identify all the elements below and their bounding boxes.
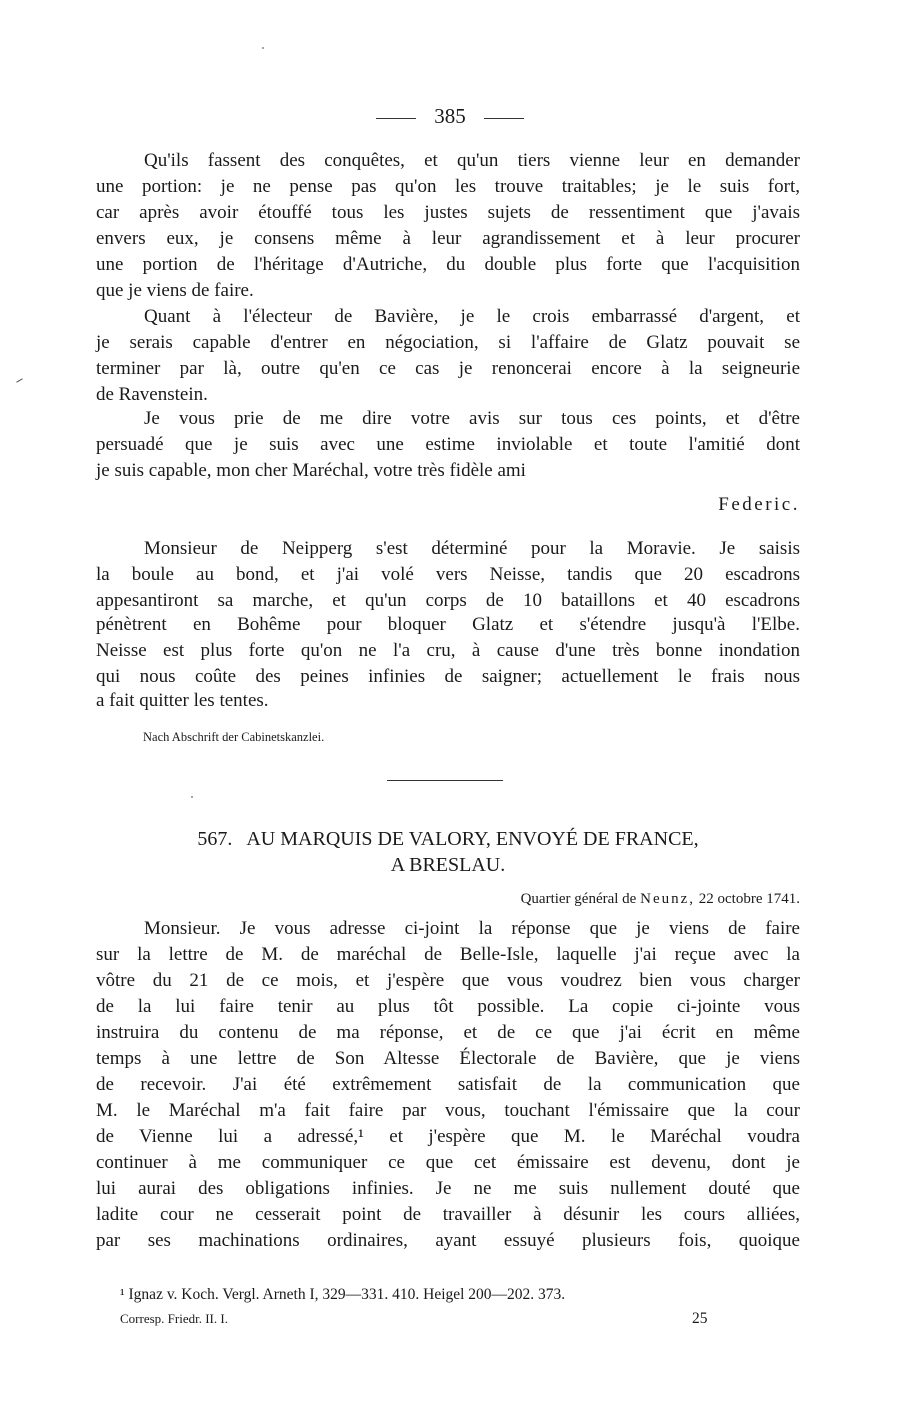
- footer-source: Corresp. Friedr. II. I.: [120, 1311, 228, 1326]
- text-line: une portion de l'héritage d'Autriche, du double plus forte que l'acquisition: [96, 254, 800, 275]
- text-line: par ses machinations ordinaires, ayant essuyé plusieurs fois, quoique: [96, 1230, 800, 1251]
- margin-mark: [16, 378, 23, 382]
- text-line: appesantiront sa marche, et qu'un corps de 10 bataillons et 40 escadrons: [96, 590, 800, 611]
- text-line: envers eux, je consens même à leur agrandissement et à leur procurer: [96, 228, 800, 249]
- speck: [262, 47, 264, 49]
- text-line: vôtre du 21 de ce mois, et j'espère que vous voudrez bien vous charger: [96, 970, 800, 991]
- dateline-place: Neunz,: [640, 891, 696, 907]
- text-line: de recevoir. J'ai été extrêmement satisfait de la communication que: [96, 1074, 800, 1095]
- footnote: ¹ Ignaz v. Koch. Vergl. Arneth I, 329—331. 410. Heigel 200—202. 373.: [120, 1286, 566, 1303]
- text-line: persuadé que je suis avec une estime inviolable et toute l'amitié dont: [96, 434, 800, 455]
- text-line: une portion: je ne pense pas qu'on les trouve traitables; je le suis fort,: [96, 176, 800, 197]
- text-line: de Vienne lui a adressé,¹ et j'espère que M. le Maréchal voudra: [96, 1126, 800, 1147]
- text-line: Monsieur de Neipperg s'est déterminé pour la Moravie. Je saisis: [144, 538, 800, 559]
- signature-mark: 25: [692, 1310, 708, 1327]
- text-line: Quant à l'électeur de Bavière, je le crois embarrassé d'argent, et: [144, 306, 800, 327]
- dateline-date: 22 octobre 1741.: [698, 891, 800, 907]
- text-line: je serais capable d'entrer en négociation, si l'affaire de Glatz pouvait se: [96, 332, 800, 353]
- text-line: terminer par là, outre qu'en ce cas je renoncerai encore à la seigneurie: [96, 358, 800, 379]
- page-number: 385: [434, 104, 466, 128]
- text-line: la boule au bond, et j'ai volé vers Neisse, tandis que 20 escadrons: [96, 564, 800, 585]
- text-line: de Ravenstein.: [96, 384, 208, 405]
- text-line: Je vous prie de me dire votre avis sur tous ces points, et d'être: [144, 408, 800, 429]
- section-divider: [387, 780, 503, 781]
- text-line: M. le Maréchal m'a fait faire par vous, touchant l'émissaire que la cour: [96, 1100, 800, 1121]
- text-line: lui aurai des obligations infinies. Je ne me suis nullement douté que: [96, 1178, 800, 1199]
- text-line: sur la lettre de M. de maréchal de Belle-Isle, laquelle j'ai reçue avec la: [96, 944, 800, 965]
- text-line: car après avoir étouffé tous les justes sujets de ressentiment que j'avais: [96, 202, 800, 223]
- text-line: que je viens de faire.: [96, 280, 254, 301]
- header-dash-left: [376, 118, 416, 119]
- page-number-header: [0, 104, 900, 129]
- text-line: qui nous coûte des peines infinies de saigner; actuellement le frais nous: [96, 666, 800, 687]
- source-note: Nach Abschrift der Cabinetskanzlei.: [143, 730, 325, 744]
- letter-number: 567.: [197, 828, 233, 850]
- signature: Federic.: [718, 494, 800, 515]
- text-line: Monsieur. Je vous adresse ci-joint la réponse que je viens de faire: [144, 918, 800, 939]
- text-line: temps à une lettre de Son Altesse Électorale de Bavière, que je viens: [96, 1048, 800, 1069]
- speck: [191, 796, 193, 798]
- text-line: continuer à me communiquer ce que cet émissaire est devenu, dont je: [96, 1152, 800, 1173]
- text-line: a fait quitter les tentes.: [96, 690, 269, 711]
- text-line: je suis capable, mon cher Maréchal, votre très fidèle ami: [96, 460, 526, 481]
- text-line: de la lui faire tenir au plus tôt possible. La copie ci-jointe vous: [96, 996, 800, 1017]
- letter-recipient: AU MARQUIS DE VALORY, ENVOYÉ DE FRANCE,: [246, 828, 699, 850]
- letter-heading: [96, 826, 800, 852]
- text-line: Neisse est plus forte qu'on ne l'a cru, à cause d'une très bonne inondation: [96, 640, 800, 661]
- text-line: pénètrent en Bohême pour bloquer Glatz et s'étendre jusqu'à l'Elbe.: [96, 614, 800, 635]
- text-line: instruira du contenu de ma réponse, et de ce que j'ai écrit en même: [96, 1022, 800, 1043]
- dateline-prefix: Quartier général de: [520, 891, 637, 907]
- header-dash-right: [484, 118, 524, 119]
- dateline: [96, 888, 800, 910]
- text-line: Qu'ils fassent des conquêtes, et qu'un tiers vienne leur en demander: [144, 150, 800, 171]
- letter-heading-place: A BRESLAU.: [390, 854, 506, 876]
- text-line: ladite cour ne cesserait point de travailler à désunir les cours alliées,: [96, 1204, 800, 1225]
